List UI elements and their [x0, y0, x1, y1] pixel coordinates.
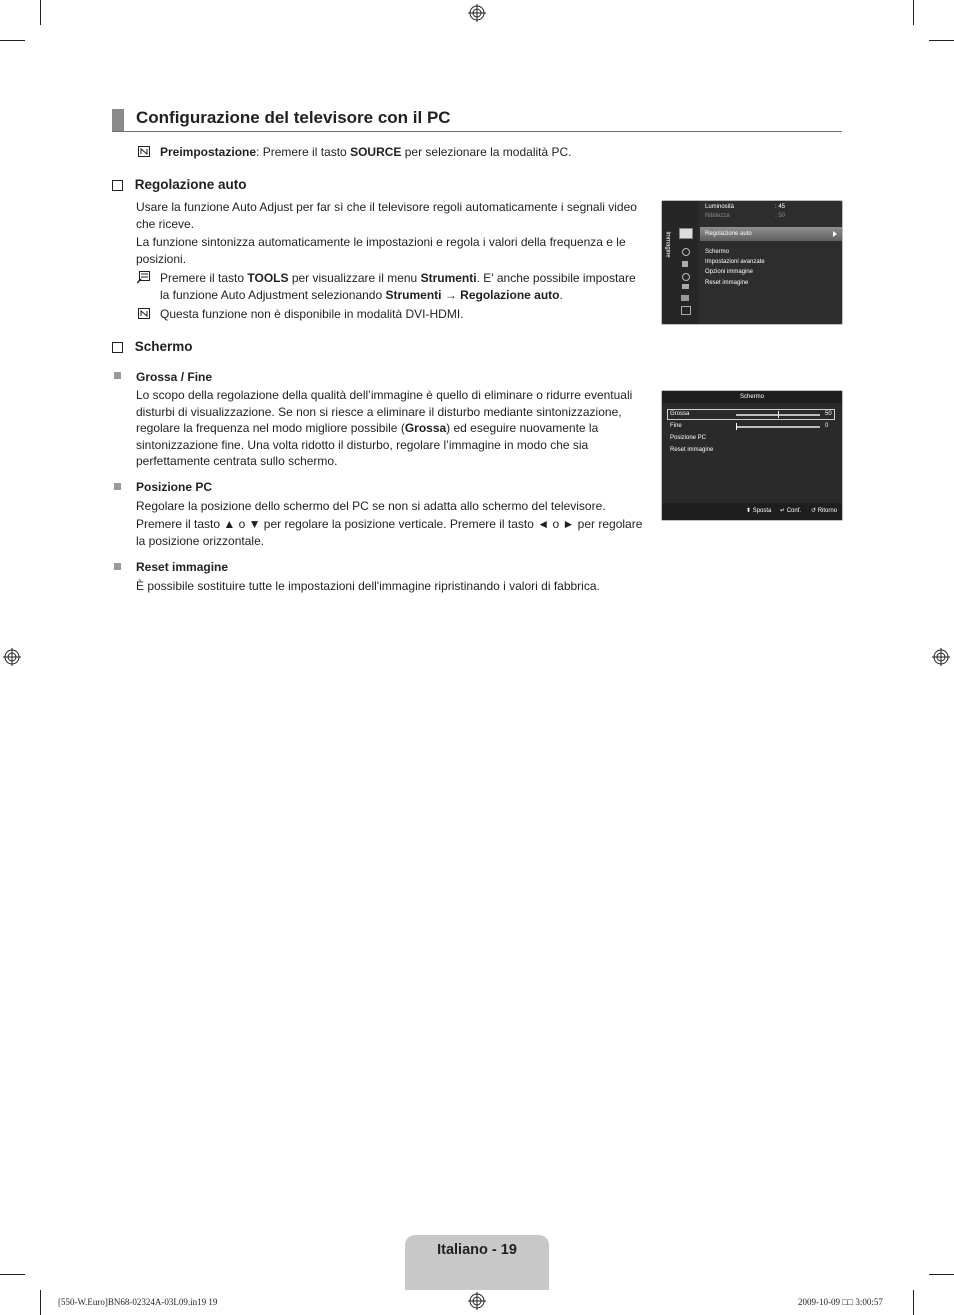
text-line: Premere il tasto ▲ o ▼ per regolare la posizione verticale. Premere il tasto ◄ o ► per regolare [136, 516, 643, 531]
screen-menu-screen [661, 390, 843, 521]
tools-icon [137, 271, 150, 284]
text-span: . [559, 287, 563, 302]
reset-paragraph: È possibile sostituire tutte le impostazioni dell'immagine ripristinando i valori di fabbrica. [136, 579, 600, 593]
move-label: Sposta [752, 508, 772, 514]
text-line: la posizione orizzontale. [136, 534, 265, 548]
subsection-title: Reset immagine [136, 560, 229, 574]
registration-mark-icon [468, 4, 486, 22]
text-span: regolare la frequenza nel modo migliore possibile ( [136, 421, 405, 435]
tools-menu-name: Strumenti [420, 271, 477, 285]
checkbox-icon [112, 342, 123, 353]
text-line: sintonizzazione fine. Una volta ridotto il disturbo, regolare l’immagine in modo che sia [136, 437, 589, 452]
text-line: disturbi di visualizzazione. Se non si riesce a eliminare il disturbo mediante sintonizzazione, [136, 404, 622, 419]
menu-title: Schermo [739, 394, 764, 400]
menu-sidebar [662, 201, 698, 324]
crop-mark [40, 0, 41, 25]
subsection-title: Grossa / Fine [136, 370, 213, 384]
menu-path: Strumenti → Regolazione auto [385, 287, 560, 302]
crop-mark [40, 1290, 41, 1315]
text-span: ) ed eseguire nuovamente la [446, 421, 599, 435]
channel-icon [682, 261, 688, 267]
menu-item[interactable]: Opzioni immagine [705, 269, 754, 275]
application-icon [681, 295, 689, 301]
page-number: Italiano - 19 [437, 1242, 517, 1258]
preset-label: Preimpostazione [160, 145, 257, 159]
coarse-term: Grossa [404, 421, 447, 435]
move-hint [746, 508, 771, 515]
text-line: La funzione sintonizza automaticamente le impostazioni e regola i valori della frequenza e le [136, 235, 626, 249]
registration-mark-icon [932, 648, 950, 666]
enter-label: Conf. [786, 508, 802, 514]
page-title: Configurazione del televisore con il PC [136, 108, 451, 127]
updown-icon: ⬍ [746, 508, 752, 514]
text-line: Usare la funzione Auto Adjust per far sì che il televisore regoli automaticamente i segnali video [136, 200, 637, 214]
coarse-paragraph [136, 387, 656, 470]
note-icon [138, 146, 150, 157]
text-line: Lo scopo della regolazione della qualità dell’immagine è quello di eliminare o ridurre eventuali [136, 388, 633, 402]
coarse-slider-knob[interactable] [778, 411, 779, 418]
heading-rule [112, 131, 842, 132]
text-span: la funzione Auto Adjustment selezionando [160, 287, 386, 302]
enter-hint [780, 508, 801, 515]
print-slug-right: 2009-10-09 □□ 3:00:57 [798, 1297, 883, 1307]
text-line: perfettamente centrata sullo schermo. [136, 454, 338, 468]
menu-selected-label: Regolazione auto [705, 231, 752, 237]
menu-row-label: Luminosità [705, 204, 735, 210]
text-span: Premere il tasto [160, 271, 248, 285]
return-label: Ritorno [817, 508, 838, 514]
picture-icon [679, 228, 693, 239]
registration-mark-icon [3, 648, 21, 666]
coarse-label: Grossa [670, 411, 690, 417]
fine-slider-knob[interactable] [736, 423, 737, 430]
menu-row-value: : 45 [775, 204, 786, 210]
heading-bar [112, 109, 124, 131]
crop-mark [929, 40, 954, 41]
section-title: Schermo [134, 339, 193, 354]
setup-icon [682, 273, 690, 281]
support-icon [681, 306, 691, 315]
auto-paragraph [136, 199, 656, 267]
source-key: SOURCE [350, 145, 402, 159]
picture-menu-screen [661, 200, 843, 325]
registration-mark-icon [468, 1292, 486, 1310]
bullet-square-icon [114, 563, 121, 570]
crop-mark [913, 1290, 914, 1315]
checkbox-icon [112, 180, 123, 191]
section-heading [112, 339, 193, 354]
crop-mark [0, 1274, 25, 1275]
crop-mark [929, 1274, 954, 1275]
menu-item[interactable]: Posizione PC [670, 435, 707, 441]
menu-side-label: Immagine [664, 231, 671, 258]
text-span: per visualizzare il menu [288, 271, 421, 285]
menu-item[interactable]: Impostazioni avanzate [705, 259, 765, 265]
text-span: . E' anche possibile impostare [476, 271, 636, 285]
bullet-square-icon [114, 483, 121, 490]
fine-label: Fine [670, 423, 682, 429]
menu-item[interactable]: Reset immagine [705, 280, 749, 286]
preset-text: : Premere il tasto [256, 145, 351, 159]
crop-mark [0, 40, 25, 41]
text-line: Regolare la posizione dello schermo del PC se non si adatta allo schermo del televisore. [136, 499, 606, 513]
text-line: posizioni. [136, 251, 187, 266]
arrow-right-icon [833, 231, 837, 237]
menu-row-label: Nitidezza [705, 213, 730, 219]
dvi-note: Questa funzione non è disponibile in modalità DVI-HDMI. [160, 307, 464, 321]
menu-row-value: : 50 [775, 213, 786, 219]
section-title: Regolazione auto [134, 177, 247, 192]
menu-item[interactable]: Schermo [705, 249, 730, 255]
crop-mark [913, 0, 914, 25]
bullet-square-icon [114, 372, 121, 379]
menu-item[interactable]: Reset immagine [670, 447, 714, 453]
text-line: che riceve. [136, 216, 195, 231]
note-icon [138, 308, 150, 319]
preset-note [160, 144, 572, 161]
subsection-title: Posizione PC [136, 480, 213, 494]
section-heading [112, 177, 247, 192]
coarse-value: 50 [825, 411, 832, 417]
return-icon: ↺ [811, 508, 817, 514]
input-icon [682, 284, 689, 289]
return-hint [811, 508, 837, 515]
fine-slider-track[interactable] [736, 426, 820, 428]
preset-text: per selezionare la modalità PC. [401, 145, 572, 159]
tools-note [160, 270, 660, 303]
print-slug-left: [550-W.Euro]BN68-02324A-03L09.in19 19 [58, 1297, 218, 1307]
fine-value: 0 [825, 423, 829, 429]
position-paragraph [136, 498, 656, 551]
tools-key: TOOLS [247, 271, 289, 285]
enter-icon: ↵ [780, 508, 786, 514]
sound-icon [682, 248, 690, 256]
